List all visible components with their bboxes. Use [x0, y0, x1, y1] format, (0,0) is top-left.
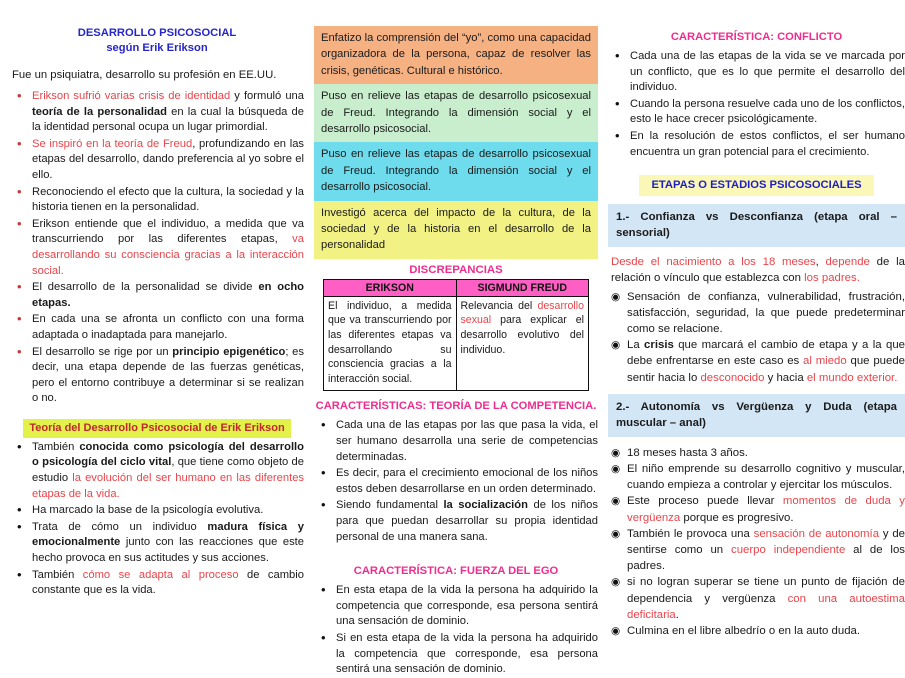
text-run: También [32, 440, 80, 453]
table-row [324, 296, 589, 391]
list-item [625, 289, 905, 338]
text-run: Culmina en el libre albedrío o en la auto duda. [627, 625, 861, 638]
column-right [602, 26, 905, 638]
page-title-line2: según Erik Erikson [106, 42, 208, 54]
page-title [10, 26, 304, 56]
text-run: La [627, 339, 645, 352]
text-run: en la cual la búsqueda de la identidad personal ocupa un lugar primordial. [32, 105, 304, 134]
table-title-discrepancias: DISCREPANCIAS [409, 263, 503, 276]
list-item [334, 418, 598, 465]
list-item [625, 461, 905, 493]
emphasis-bold: conocida como psicología del desarrollo o psicología del ciclo vital [32, 440, 304, 469]
text-run: En cada una se afronta un conflicto con una forma adaptada o inadaptada para manejarlo. [32, 313, 304, 341]
list-item [30, 137, 304, 184]
conflicto-bullet-list [608, 49, 905, 160]
info-box-blue: Puso en relieve las etapas de desarrollo psicosexual de Freud. Integrando la dimensión social y el desarrollo psicosocial. [314, 142, 598, 200]
stage-1-bullet-list [608, 289, 905, 386]
text-run: Siendo fundamental [336, 499, 444, 512]
text-run: de cambio constante que es la vida. [32, 568, 304, 597]
list-item [30, 345, 304, 407]
text-run: que marcará el cambio de etapa y a la que debe enfrentarse en este caso es [627, 339, 905, 368]
text-run: El desarrollo se rige por un [32, 345, 173, 358]
list-item [625, 623, 905, 639]
emphasis-red: depende [825, 256, 870, 269]
text-run: al de los padres. [627, 544, 905, 573]
text-run: Cada una de las etapas por las que pasa la vida, el ser humano desarrolla una serie de competencias determinadas. [336, 419, 598, 463]
text-run: También [32, 568, 83, 581]
emphasis-red: Desde el nacimiento a los 18 meses [611, 256, 816, 269]
stage-2-title: 2.- Autonomía vs Vergüenza y Duda (etapa muscular – anal) [608, 394, 905, 437]
emphasis-bold: madura física y emocionalmente [32, 520, 304, 549]
list-item [625, 445, 905, 461]
column-left [10, 26, 310, 632]
emphasis-red: el mundo exterior. [806, 371, 898, 384]
heading-conflicto: CARACTERÍSTICA: CONFLICTO [670, 31, 843, 43]
list-item [625, 337, 905, 386]
emphasis-red: Se inspiró en la teoría de Freud [32, 137, 193, 150]
text-run: y formuló una [230, 90, 304, 102]
emphasis-bold: principio epigenético [172, 345, 286, 358]
intro-paragraph: Fue un psiquiatra, desarrollo su profesión en EE.UU. [12, 69, 277, 81]
heading-etapas-wrap [608, 175, 905, 196]
emphasis-red: la evolución del ser humano en las diferentes etapas de la vida. [32, 472, 305, 500]
emphasis-red: Erikson sufrió varias crisis de identidad [32, 90, 231, 102]
stage-2-bullet-list [608, 445, 905, 639]
emphasis-red: cómo se adapta al proceso [82, 568, 239, 581]
text-run: , [815, 256, 826, 269]
text-run: El desarrollo de la personalidad se divide [32, 281, 259, 294]
text-run: Sensación de confianza, vulnerabilidad, frustración, satisfacción, seguridad, la que puede predeterminar como se relacione. [627, 290, 905, 335]
emphasis-red: va desarrollando su consciencia gracias a la interacción social. [32, 233, 304, 277]
section-heading-teoria-wrap [10, 418, 304, 438]
heading-competencia: CARACTERÍSTICAS: TEORÍA DE LA COMPETENCIA. [315, 400, 597, 413]
text-run: Relevancia del [460, 299, 538, 312]
emphasis-red: con una autoestima deficitaria [627, 592, 905, 621]
list-item [30, 185, 304, 216]
emphasis-red: desarrollo sexual [460, 299, 584, 327]
list-item [30, 503, 304, 519]
col1-main-bullet-list [10, 89, 304, 407]
list-item [625, 526, 905, 575]
heading-fuerza-ego: CARACTERÍSTICA: FUERZA DEL EGO [353, 565, 559, 578]
text-run: Erikson entiende que el individuo, a medida que va transcurriendo por las diferentes etapas, [32, 217, 304, 246]
emphasis-red: los padres. [804, 272, 860, 285]
text-run: , profundizando en las etapas del desarrollo, dando preferencia al yo sobre el ello. [32, 137, 305, 181]
text-run: porque es progresivo. [680, 511, 794, 524]
list-item [30, 312, 304, 343]
text-run: . [675, 608, 679, 621]
list-item [30, 568, 304, 599]
table-header-row [324, 279, 589, 296]
page-title-line1: DESARROLLO PSICOSOCIAL [77, 27, 237, 39]
table-header-erikson: ERIKSON [324, 279, 457, 296]
text-run: de la relación o vínculo que establezca con [611, 256, 905, 285]
table-cell-erikson [324, 296, 457, 391]
list-item [628, 129, 905, 160]
text-run: Este proceso puede llevar [627, 495, 783, 508]
text-run: Trata de cómo un individuo [32, 520, 208, 533]
table-cell-freud [456, 296, 589, 391]
emphasis-bold: la socialización [443, 499, 528, 512]
competencia-bullet-list [314, 418, 598, 545]
text-run: y hacia [764, 371, 807, 384]
text-run: si no logran superar se tiene un punto de fijación de dependencia y vergüenza [627, 576, 905, 605]
info-box-orange: Enfatizo la comprensión del “yo”, como una capacidad organizadora de la persona, capaz de resolver las crisis, genéticas. Cultural e histórico. [314, 26, 598, 84]
list-item [334, 498, 598, 545]
list-item [30, 280, 304, 311]
list-item [628, 97, 905, 128]
discrepancias-table [323, 279, 589, 392]
text-run: junto con las reacciones que este hecho provoca en sus actitudes y sus acciones. [32, 536, 304, 565]
section-heading-teoria: Teoría del Desarrollo Psicosocial de Erik Erikson [23, 419, 290, 438]
emphasis-red: al miedo [803, 355, 847, 368]
heading-etapas-psicosociales: ETAPAS O ESTADIOS PSICOSOCIALES [639, 175, 873, 196]
text-run: Cuando la persona resuelve cada uno de los conflictos, esto le hace crecer psicológicamente. [630, 97, 905, 126]
text-run: Reconociendo el efecto que la cultura, la sociedad y la historia tienen en la personalidad. [32, 185, 304, 214]
text-run: de los niños para que puedan desarrollar su propia identidad personal de una manera sana. [336, 499, 598, 543]
text-run: Cada una de las etapas de la vida se ve marcada por un conflicto, que es lo que permite el desarrollo del individuo. [630, 50, 905, 94]
emphasis-red: sensación de autonomía [753, 527, 880, 540]
info-box-green: Puso en relieve las etapas de desarrollo psicosexual de Freud. Integrando la dimensión social y el desarrollo psicosocial. [314, 84, 598, 142]
text-run: para explicar el desarrollo evolutivo del individuo. [460, 314, 584, 356]
stage-1-intro [611, 254, 905, 286]
text-run: Ha marcado la base de la psicología evolutiva. [32, 504, 264, 517]
list-item [628, 49, 905, 96]
emphasis-bold: crisis [644, 339, 674, 352]
ego-bullet-list [314, 583, 598, 678]
text-run: y de sentirse como un [627, 527, 905, 556]
text-run: En esta etapa de la vida la persona ha adquirido la competencia que corresponde, esa persona sentirá una sensación de dominio. [336, 584, 598, 628]
stage-1-title: 1.- Confianza vs Desconfianza (etapa oral – sensorial) [608, 204, 905, 247]
emphasis-bold: en ocho etapas. [32, 281, 304, 309]
text-run: Si en esta etapa de la vida la persona ha adquirido la competencia que corresponde, esa persona sentirá una sensación de dominio. [336, 631, 598, 676]
text-run: ; es decir, una etapa depende de las fuerzas genéticas, pero el entorno contribuye a determinar si se realizan o no. [32, 345, 304, 405]
list-item [334, 466, 598, 497]
text-run: El niño emprende su desarrollo cognitivo y muscular, cuando empieza a controlar y ejercitar los músculos. [627, 462, 905, 492]
list-item [30, 89, 304, 136]
text-run: También le provoca una [627, 527, 754, 540]
list-item [625, 493, 905, 525]
list-item [30, 520, 304, 567]
col1-second-bullet-list [10, 440, 304, 599]
list-item [334, 583, 598, 630]
text-run: El individuo, a medida que va transcurriendo por las diferentes etapas va desarrollando su consciencia gracias a la interacción social. [328, 299, 452, 385]
table-header-freud: SIGMUND FREUD [456, 279, 589, 296]
info-box-yellow: Investigó acerca del impacto de la cultura, de la sociedad y de la historia en el desarrollo de la personalidad [314, 201, 598, 259]
text-run: En la resolución de estos conflictos, el ser humano encuentra un gran potencial para el crecimiento. [630, 129, 905, 158]
list-item [30, 440, 304, 502]
emphasis-red: cuerpo independiente [731, 544, 846, 556]
emphasis-red: momentos de duda y vergüenza [627, 495, 905, 524]
list-item [625, 574, 905, 623]
emphasis-bold: teoría de la personalidad [32, 105, 167, 118]
list-item [30, 217, 304, 279]
column-middle [310, 26, 602, 676]
emphasis-red: desconocido [700, 371, 765, 384]
text-run: que puede sentir hacia lo [627, 355, 905, 384]
text-run: 18 meses hasta 3 años. [627, 446, 748, 459]
text-run: Es decir, para el crecimiento emocional de los niños estos deben desarrollarse en un orden determinado. [336, 467, 598, 495]
text-run: , que tiene como objeto de estudio [32, 456, 305, 485]
list-item [334, 631, 598, 678]
